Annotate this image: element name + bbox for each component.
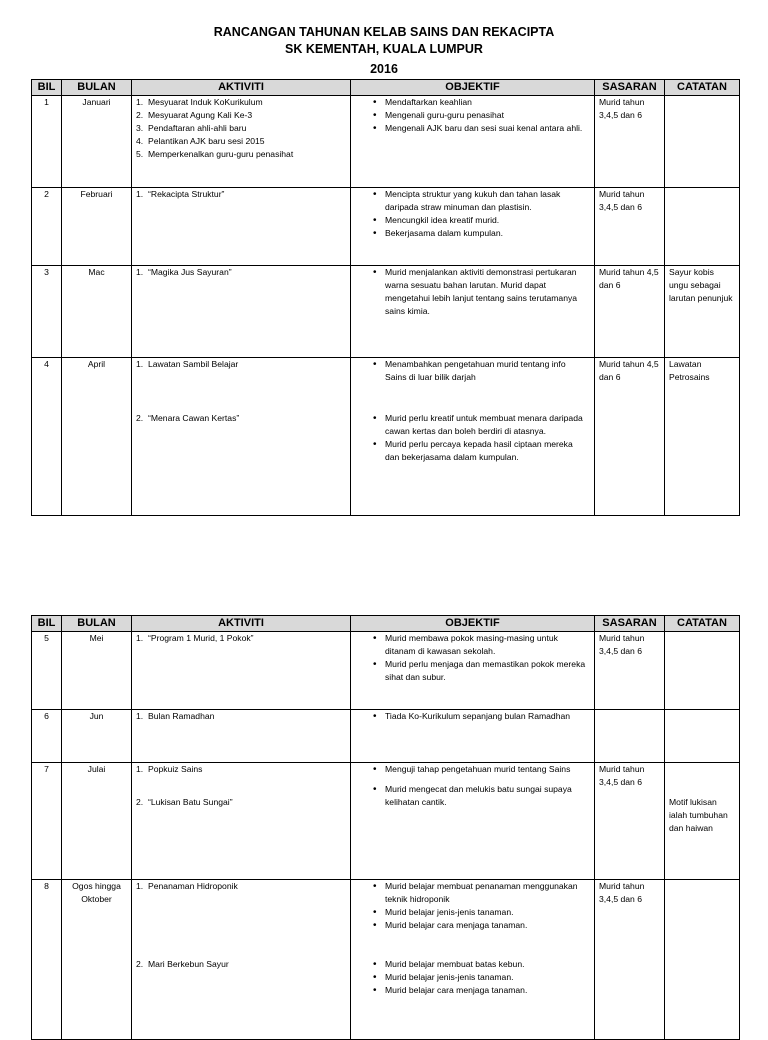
sasaran-cell: Murid tahun 3,4,5 dan 6 (595, 188, 665, 266)
aktiviti-item (132, 796, 350, 809)
catatan-cell (665, 880, 740, 1040)
bulan-cell: Februari (62, 188, 132, 266)
aktiviti-cell (132, 358, 351, 516)
objektif-cell (351, 266, 595, 358)
aktiviti-item (132, 958, 350, 971)
bulan-cell: Januari (62, 96, 132, 188)
objektif-item: • Mendaftarkan keahlian (351, 96, 594, 109)
aktiviti-item (132, 763, 350, 776)
col-header-objektif: OBJEKTIF (351, 80, 595, 96)
bulan-cell: Julai (62, 763, 132, 880)
aktiviti-number: 4. (136, 136, 144, 146)
table-row (32, 358, 740, 516)
bil-cell: 6 (32, 710, 62, 763)
table-row (32, 632, 740, 710)
bil-cell: 5 (32, 632, 62, 710)
bil-cell: 3 (32, 266, 62, 358)
aktiviti-cell (132, 710, 351, 763)
aktiviti-item (132, 358, 350, 371)
objektif-item: • Mencipta struktur yang kukuh dan tahan lasak daripada straw minuman dan plastisin. (351, 188, 594, 214)
objektif-cell (351, 710, 595, 763)
aktiviti-cell (132, 188, 351, 266)
aktiviti-item (132, 880, 350, 893)
objektif-cell (351, 763, 595, 880)
aktiviti-number: 1. (136, 267, 144, 277)
objektif-item: • Mencungkil idea kreatif murid. (351, 214, 594, 227)
aktiviti-cell (132, 880, 351, 1040)
aktiviti-number: 1. (136, 97, 144, 107)
objektif-item: • Mengenali AJK baru dan sesi suai kenal antara ahli. (351, 122, 594, 135)
sasaran-cell: Murid tahun 3,4,5 dan 6 (595, 96, 665, 188)
aktiviti-text: Popkuiz Sains (148, 764, 203, 774)
col-header-sasaran: SASARAN (595, 80, 665, 96)
aktiviti-text: “Program 1 Murid, 1 Pokok” (148, 633, 254, 643)
table-row (32, 188, 740, 266)
aktiviti-text: “Magika Jus Sayuran” (148, 267, 232, 277)
aktiviti-number: 2. (136, 959, 144, 969)
aktiviti-item (132, 148, 350, 161)
aktiviti-number: 1. (136, 189, 144, 199)
aktiviti-text: Bulan Ramadhan (148, 711, 215, 721)
sasaran-cell: Murid tahun 3,4,5 dan 6 (595, 763, 665, 880)
aktiviti-item (132, 710, 350, 723)
bil-cell: 2 (32, 188, 62, 266)
objektif-item: • Murid belajar jenis-jenis tanaman. (351, 906, 594, 919)
catatan-cell (665, 632, 740, 710)
objektif-item: • Murid perlu percaya kepada hasil ciptaan mereka dan bekerjasama dalam kumpulan. (351, 438, 594, 464)
objektif-item: • Murid belajar membuat penanaman menggunakan teknik hidroponik (351, 880, 594, 906)
aktiviti-text: Pendaftaran ahli-ahli baru (148, 123, 247, 133)
aktiviti-text: Pelantikan AJK baru sesi 2015 (148, 136, 265, 146)
objektif-item: • Murid belajar cara menjaga tanaman. (351, 984, 594, 997)
col-header-sasaran: SASARAN (595, 616, 665, 632)
sasaran-cell: Murid tahun 3,4,5 dan 6 (595, 632, 665, 710)
aktiviti-text: Mari Berkebun Sayur (148, 959, 229, 969)
aktiviti-number: 1. (136, 764, 144, 774)
objektif-item: • Murid belajar cara menjaga tanaman. (351, 919, 594, 932)
aktiviti-text: Penanaman Hidroponik (148, 881, 238, 891)
aktiviti-number: 1. (136, 359, 144, 369)
sasaran-cell (595, 710, 665, 763)
col-header-aktiviti: AKTIVITI (132, 616, 351, 632)
catatan-cell (665, 188, 740, 266)
table-row (32, 266, 740, 358)
objektif-cell (351, 188, 595, 266)
bulan-cell: Jun (62, 710, 132, 763)
objektif-cell (351, 632, 595, 710)
catatan-cell: Lawatan Petrosains (665, 358, 740, 516)
sasaran-cell: Murid tahun 4,5 dan 6 (595, 266, 665, 358)
col-header-bulan: BULAN (62, 616, 132, 632)
table-row (32, 880, 740, 1040)
objektif-item: • Murid perlu kreatif untuk membuat menara daripada cawan kertas dan boleh berdiri di atasnya. (351, 412, 594, 438)
aktiviti-number: 1. (136, 711, 144, 721)
bil-cell: 7 (32, 763, 62, 880)
objektif-item: • Murid menjalankan aktiviti demonstrasi pertukaran warna sesuatu bahan larutan. Murid dapat mengetahui lebih lanjut tentang sains terutamanya sains kimia. (351, 266, 594, 318)
table-header-row (32, 80, 740, 96)
aktiviti-text: “Rekacipta Struktur” (148, 189, 225, 199)
table-row (32, 763, 740, 880)
bil-cell: 1 (32, 96, 62, 188)
objektif-cell (351, 358, 595, 516)
aktiviti-number: 1. (136, 881, 144, 891)
plan-table-2 (31, 615, 740, 1040)
bil-cell: 8 (32, 880, 62, 1040)
col-header-objektif: OBJEKTIF (351, 616, 595, 632)
col-header-catatan: CATATAN (665, 616, 740, 632)
objektif-item: • Mengenali guru-guru penasihat (351, 109, 594, 122)
plan-table-1 (31, 79, 740, 516)
objektif-cell (351, 96, 595, 188)
aktiviti-cell (132, 266, 351, 358)
bulan-cell: April (62, 358, 132, 516)
aktiviti-item (132, 632, 350, 645)
bil-cell: 4 (32, 358, 62, 516)
aktiviti-item (132, 188, 350, 201)
col-header-bil: BIL (32, 80, 62, 96)
objektif-item: • Murid mengecat dan melukis batu sungai supaya kelihatan cantik. (351, 783, 594, 809)
aktiviti-number: 1. (136, 633, 144, 643)
objektif-cell (351, 880, 595, 1040)
objektif-item: • Murid membawa pokok masing-masing untuk ditanam di kawasan sekolah. (351, 632, 594, 658)
aktiviti-item (132, 122, 350, 135)
aktiviti-number: 2. (136, 413, 144, 423)
catatan-cell (665, 96, 740, 188)
catatan-cell: Motif lukisan ialah tumbuhan dan haiwan (665, 763, 740, 880)
aktiviti-cell (132, 632, 351, 710)
bulan-cell: Mac (62, 266, 132, 358)
aktiviti-item (132, 135, 350, 148)
objektif-item: • Menguji tahap pengetahuan murid tentang Sains (351, 763, 594, 776)
objektif-item: • Menambahkan pengetahuan murid tentang info Sains di luar bilik darjah (351, 358, 594, 384)
aktiviti-text: Mesyuarat Agung Kali Ke-3 (148, 110, 253, 120)
sasaran-cell: Murid tahun 4,5 dan 6 (595, 358, 665, 516)
sasaran-cell: Murid tahun 3,4,5 dan 6 (595, 880, 665, 1040)
catatan-cell: Sayur kobis ungu sebagai larutan penunjuk (665, 266, 740, 358)
objektif-item: • Murid perlu menjaga dan memastikan pokok mereka sihat dan subur. (351, 658, 594, 684)
aktiviti-number: 2. (136, 797, 144, 807)
aktiviti-cell (132, 96, 351, 188)
col-header-catatan: CATATAN (665, 80, 740, 96)
aktiviti-number: 3. (136, 123, 144, 133)
col-header-bil: BIL (32, 616, 62, 632)
objektif-item: • Murid belajar membuat batas kebun. (351, 958, 594, 971)
aktiviti-item (132, 109, 350, 122)
aktiviti-text: Memperkenalkan guru-guru penasihat (148, 149, 294, 159)
bulan-cell: Mei (62, 632, 132, 710)
table-row (32, 96, 740, 188)
aktiviti-text: “Menara Cawan Kertas” (148, 413, 240, 423)
bulan-cell: Ogos hingga Oktober (62, 880, 132, 1040)
col-header-bulan: BULAN (62, 80, 132, 96)
col-header-aktiviti: AKTIVITI (132, 80, 351, 96)
objektif-item: • Bekerjasama dalam kumpulan. (351, 227, 594, 240)
table-row (32, 710, 740, 763)
aktiviti-cell (132, 763, 351, 880)
aktiviti-text: “Lukisan Batu Sungai” (148, 797, 233, 807)
aktiviti-item (132, 266, 350, 279)
aktiviti-text: Lawatan Sambil Belajar (148, 359, 239, 369)
catatan-cell (665, 710, 740, 763)
school-name: SK KEMENTAH, KUALA LUMPUR (285, 42, 483, 56)
aktiviti-text: Mesyuarat Induk KoKurikulum (148, 97, 263, 107)
aktiviti-item (132, 412, 350, 425)
document-title: RANCANGAN TAHUNAN KELAB SAINS DAN REKACIPTA (213, 25, 555, 39)
objektif-item: • Tiada Ko-Kurikulum sepanjang bulan Ramadhan (351, 710, 594, 723)
aktiviti-item (132, 96, 350, 109)
year: 2016 (370, 62, 398, 76)
table-header-row (32, 616, 740, 632)
objektif-item: • Murid belajar jenis-jenis tanaman. (351, 971, 594, 984)
aktiviti-number: 5. (136, 149, 144, 159)
aktiviti-number: 2. (136, 110, 144, 120)
